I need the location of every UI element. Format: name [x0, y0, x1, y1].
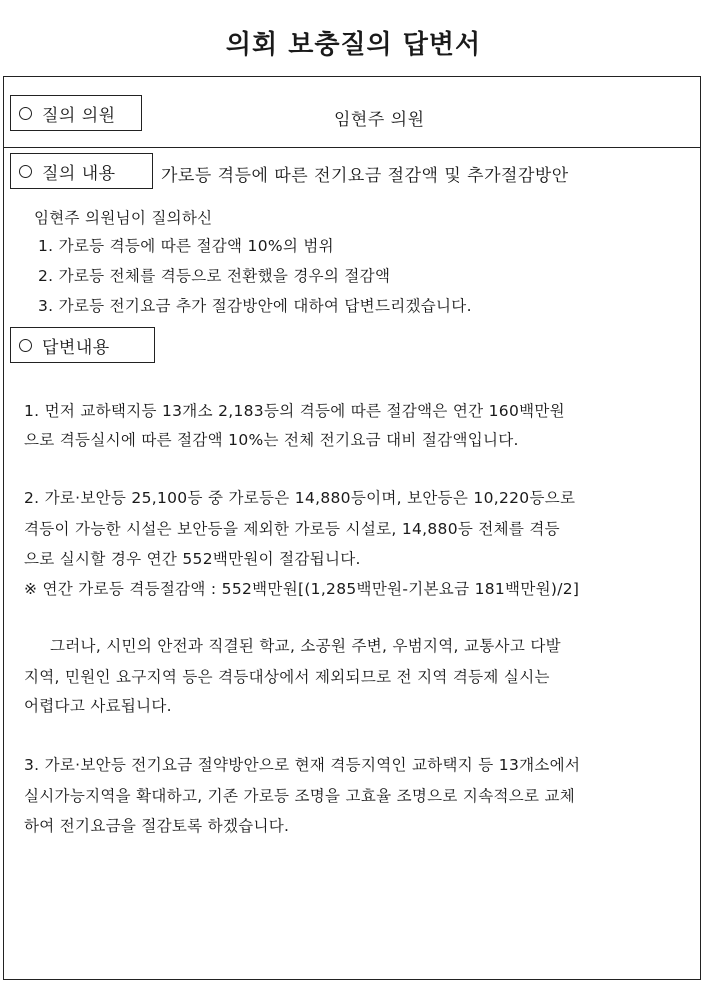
question-value: 가로등 격등에 따른 전기요금 절감액 및 추가절감방안: [161, 166, 569, 186]
answer-line: 으로 격등실시에 따른 절감액 10%는 전체 전기요금 대비 절감액입니다.: [24, 431, 519, 449]
intro-item-3: 3. 가로등 전기요금 추가 절감방안에 대하여 답변드리겠습니다.: [38, 297, 472, 315]
document-title: 의회 보충질의 답변서: [225, 30, 482, 60]
circle-bullet-icon: [19, 165, 32, 178]
circle-bullet-icon: [19, 339, 32, 352]
answer-line: ※ 연간 가로등 격등절감액 : 552백만원[(1,285백만원-기본요금 181백만원)/2]: [24, 580, 580, 598]
questioner-value: 임현주 의원: [334, 110, 425, 130]
answer-line: 1. 먼저 교하택지등 13개소 2,183등의 격등에 따른 절감액은 연간 160백만원: [24, 402, 565, 420]
answer-line: 3. 가로·보안등 전기요금 절약방안으로 현재 격등지역인 교하택지 등 13개소에서: [24, 756, 581, 774]
question-label-box: [10, 153, 153, 189]
answer-line: 어렵다고 사료됩니다.: [24, 697, 172, 715]
intro-item-1: 1. 가로등 격등에 따른 절감액 10%의 범위: [38, 237, 334, 255]
answer-line: 격등이 가능한 시설은 보안등을 제외한 가로등 시설로, 14,880등 전체를 격등: [24, 520, 560, 538]
answer-line: 2. 가로·보안등 25,100등 중 가로등은 14,880등이며, 보안등은 10,220등으로: [24, 489, 576, 507]
answer-label-box: [10, 327, 155, 363]
answer-form-frame: [3, 76, 701, 980]
answer-line: 으로 실시할 경우 연간 552백만원이 절감됩니다.: [24, 550, 361, 568]
answer-line: 지역, 민원인 요구지역 등은 격등대상에서 제외되므로 전 지역 격등제 실시는: [24, 668, 550, 686]
questioner-label: 질의 의원: [42, 105, 116, 126]
answer-line: 하여 전기요금을 절감토록 하겠습니다.: [24, 817, 290, 835]
intro-lead: 임현주 의원님이 질의하신: [34, 209, 213, 227]
answer-label: 답변내용: [42, 337, 110, 358]
row-divider: [4, 147, 700, 148]
intro-item-2: 2. 가로등 전체를 격등으로 전환했을 경우의 절감액: [38, 267, 391, 285]
question-label: 질의 내용: [42, 163, 116, 184]
questioner-label-box: [10, 95, 142, 131]
answer-line: 실시가능지역을 확대하고, 기존 가로등 조명을 고효율 조명으로 지속적으로 교체: [24, 787, 576, 805]
circle-bullet-icon: [19, 107, 32, 120]
answer-line: 그러나, 시민의 안전과 직결된 학교, 소공원 주변, 우범지역, 교통사고 다발: [50, 637, 561, 655]
